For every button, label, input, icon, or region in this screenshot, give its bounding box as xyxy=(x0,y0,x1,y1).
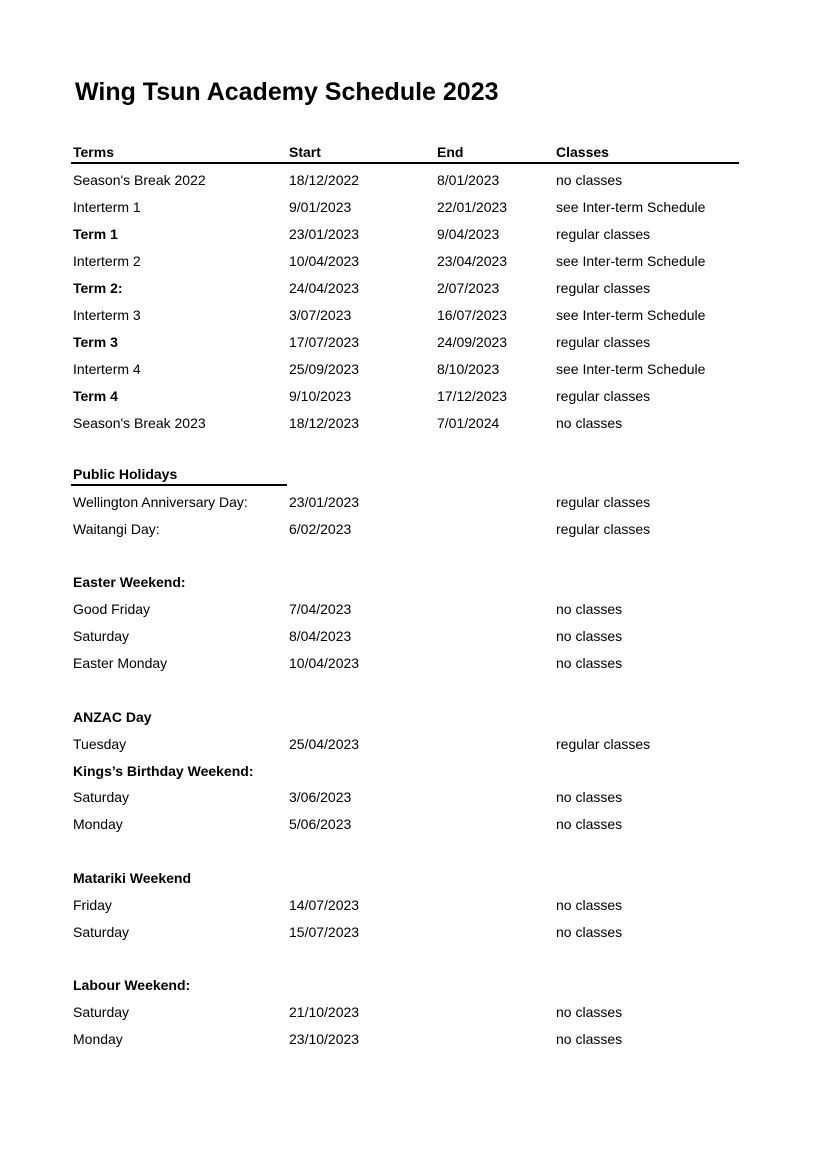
term-classes: regular classes xyxy=(556,226,651,242)
holiday-date: 25/04/2023 xyxy=(289,736,360,752)
table-row xyxy=(73,410,739,437)
table-row xyxy=(73,275,739,302)
table-row xyxy=(73,999,739,1026)
table-row xyxy=(73,302,739,329)
holiday-classes: regular classes xyxy=(556,494,651,510)
table-row xyxy=(73,784,739,811)
holiday-name: Easter Monday xyxy=(73,655,168,671)
term-classes: see Inter-term Schedule xyxy=(556,253,706,269)
term-start: 17/07/2023 xyxy=(289,334,360,350)
labour-heading: Labour Weekend: xyxy=(73,977,191,993)
term-name: Season's Break 2022 xyxy=(73,172,206,188)
section-heading xyxy=(73,865,739,892)
easter-heading: Easter Weekend: xyxy=(73,574,186,590)
term-start: 24/04/2023 xyxy=(289,280,360,296)
header-start: Start xyxy=(289,144,321,160)
public-holidays-heading: Public Holidays xyxy=(73,466,178,482)
section-heading xyxy=(73,758,739,785)
kings-heading: Kings’s Birthday Weekend: xyxy=(73,763,254,779)
holiday-name: Wellington Anniversary Day: xyxy=(73,494,248,510)
table-row xyxy=(73,383,739,410)
holiday-date: 21/10/2023 xyxy=(289,1004,360,1020)
holiday-date: 10/04/2023 xyxy=(289,655,360,671)
term-end: 2/07/2023 xyxy=(437,280,500,296)
holiday-name: Good Friday xyxy=(73,601,151,617)
table-row xyxy=(73,194,739,221)
holiday-classes: no classes xyxy=(556,655,623,671)
table-row xyxy=(73,329,739,356)
header-end: End xyxy=(437,144,464,160)
holiday-classes: regular classes xyxy=(556,736,651,752)
term-classes: see Inter-term Schedule xyxy=(556,199,706,215)
term-classes: see Inter-term Schedule xyxy=(556,307,706,323)
term-end: 7/01/2024 xyxy=(437,415,500,431)
term-classes: no classes xyxy=(556,172,623,188)
term-start: 23/01/2023 xyxy=(289,226,360,242)
table-row xyxy=(73,167,739,194)
holiday-name: Tuesday xyxy=(73,736,127,752)
table-row xyxy=(73,489,739,516)
table-row xyxy=(73,650,739,677)
table-row xyxy=(73,892,739,919)
matariki-heading: Matariki Weekend xyxy=(73,870,192,886)
header-classes: Classes xyxy=(556,144,609,160)
term-classes: regular classes xyxy=(556,388,651,404)
header-divider xyxy=(71,162,739,164)
table-row xyxy=(73,731,739,758)
page-title: Wing Tsun Academy Schedule 2023 xyxy=(75,78,499,106)
term-name: Interterm 4 xyxy=(73,361,141,377)
term-classes: regular classes xyxy=(556,280,651,296)
section-heading xyxy=(73,704,739,731)
term-name: Season's Break 2023 xyxy=(73,415,206,431)
table-row xyxy=(73,596,739,623)
holiday-classes: regular classes xyxy=(556,521,651,537)
term-name: Interterm 2 xyxy=(73,253,141,269)
holiday-classes: no classes xyxy=(556,1004,623,1020)
holiday-date: 23/01/2023 xyxy=(289,494,360,510)
holiday-classes: no classes xyxy=(556,897,623,913)
table-row xyxy=(73,623,739,650)
term-start: 9/10/2023 xyxy=(289,388,352,404)
holiday-date: 8/04/2023 xyxy=(289,628,352,644)
term-end: 17/12/2023 xyxy=(437,388,508,404)
holiday-date: 14/07/2023 xyxy=(289,897,360,913)
holiday-date: 5/06/2023 xyxy=(289,816,352,832)
term-start: 18/12/2023 xyxy=(289,415,360,431)
section-heading xyxy=(73,569,739,596)
term-end: 8/01/2023 xyxy=(437,172,500,188)
holiday-classes: no classes xyxy=(556,1031,623,1047)
term-name: Interterm 1 xyxy=(73,199,141,215)
holiday-date: 23/10/2023 xyxy=(289,1031,360,1047)
holiday-name: Friday xyxy=(73,897,112,913)
table-row xyxy=(73,919,739,946)
term-end: 23/04/2023 xyxy=(437,253,508,269)
holiday-name: Saturday xyxy=(73,789,130,805)
table-row xyxy=(73,811,739,838)
section-divider xyxy=(71,484,287,486)
holiday-name: Monday xyxy=(73,816,123,832)
term-start: 10/04/2023 xyxy=(289,253,360,269)
table-row xyxy=(73,221,739,248)
holiday-date: 15/07/2023 xyxy=(289,924,360,940)
table-row xyxy=(73,356,739,383)
anzac-heading: ANZAC Day xyxy=(73,709,152,725)
term-name: Term 3 xyxy=(73,334,118,350)
holiday-classes: no classes xyxy=(556,816,623,832)
term-classes: no classes xyxy=(556,415,623,431)
holiday-name: Saturday xyxy=(73,628,130,644)
holiday-name: Saturday xyxy=(73,924,130,940)
holiday-date: 7/04/2023 xyxy=(289,601,352,617)
term-name: Term 1 xyxy=(73,226,118,242)
header-terms: Terms xyxy=(73,144,114,160)
holiday-name: Waitangi Day: xyxy=(73,521,160,537)
term-start: 9/01/2023 xyxy=(289,199,352,215)
term-end: 8/10/2023 xyxy=(437,361,500,377)
holiday-classes: no classes xyxy=(556,628,623,644)
term-name: Term 4 xyxy=(73,388,118,404)
section-heading xyxy=(73,972,739,999)
holiday-name: Monday xyxy=(73,1031,123,1047)
table-row xyxy=(73,248,739,275)
term-start: 18/12/2022 xyxy=(289,172,360,188)
table-row xyxy=(73,1026,739,1053)
term-name: Term 2: xyxy=(73,280,123,296)
term-start: 25/09/2023 xyxy=(289,361,360,377)
holiday-classes: no classes xyxy=(556,601,623,617)
term-classes: see Inter-term Schedule xyxy=(556,361,706,377)
term-end: 16/07/2023 xyxy=(437,307,508,323)
term-end: 24/09/2023 xyxy=(437,334,508,350)
term-end: 22/01/2023 xyxy=(437,199,508,215)
term-start: 3/07/2023 xyxy=(289,307,352,323)
term-classes: regular classes xyxy=(556,334,651,350)
term-name: Interterm 3 xyxy=(73,307,141,323)
term-end: 9/04/2023 xyxy=(437,226,500,242)
holiday-classes: no classes xyxy=(556,924,623,940)
holiday-date: 6/02/2023 xyxy=(289,521,352,537)
holiday-classes: no classes xyxy=(556,789,623,805)
holiday-name: Saturday xyxy=(73,1004,130,1020)
holiday-date: 3/06/2023 xyxy=(289,789,352,805)
table-row xyxy=(73,516,739,543)
